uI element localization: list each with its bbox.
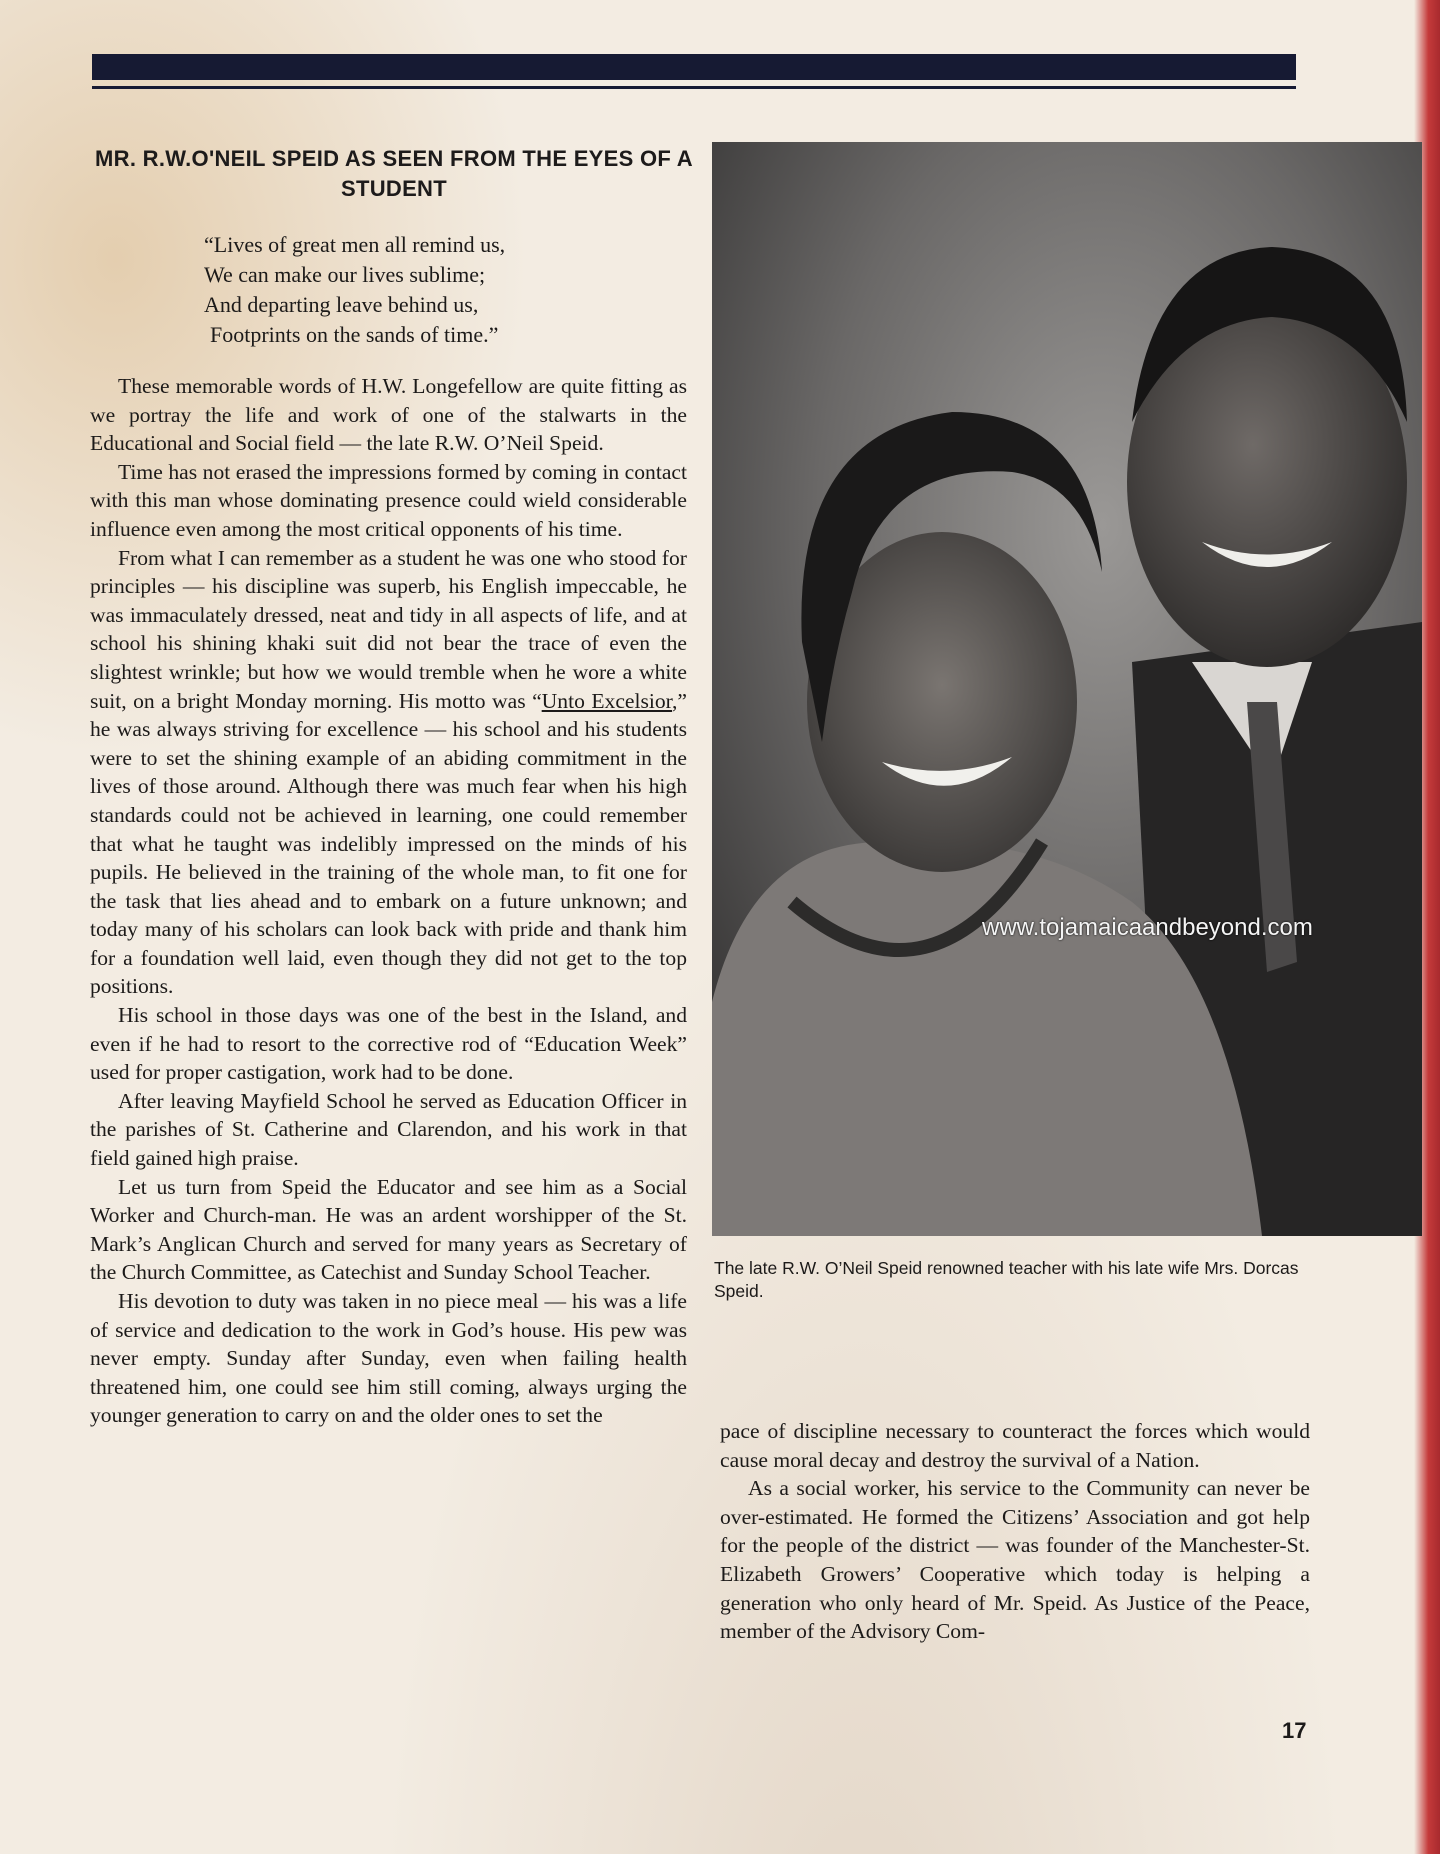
article-column-right: [720, 1417, 1310, 1646]
motto: Unto Excelsior: [541, 688, 673, 713]
article-column-left: [90, 372, 687, 1430]
poem-line: And departing leave behind us,: [204, 292, 479, 317]
paragraph-text: ,” he was always striving for excellence — his school and his students were to set the shining example of an abiding commitment in the lives of those around. Although there was much fear when his high standards could not be achieved in learning, one could remember that what he taught was indelibly impressed on the minds of his pupils. He believed in the training of the whole man, to fit one for the task that lies ahead and to embark on a future unknown; and today many of his scholars can look back with pride and thank him for a foundation well laid, even though they did not get to the top positions.: [90, 688, 687, 999]
poem-line: Footprints on the sands of time.”: [210, 322, 499, 347]
paragraph: Let us turn from Speid the Educator and see him as a Social Worker and Church-man. He was an ardent worshipper of the St. Mark’s Anglican Church and served for many years as Secretary of the Church Committee, as Catechist and Sunday School Teacher.: [90, 1174, 687, 1285]
header-rule-thin: [92, 86, 1296, 89]
watermark: www.tojamaicaandbeyond.com: [982, 914, 1313, 941]
poem-line: We can make our lives sublime;: [204, 262, 486, 287]
portrait-illustration: [712, 142, 1422, 1236]
page-number: 17: [1282, 1718, 1307, 1743]
paragraph: Time has not erased the impressions formed by coming in contact with this man whose dominating presence could wield considerable influence even among the most critical opponents of his time.: [90, 459, 687, 541]
header-rule-thick: [92, 54, 1296, 80]
poem-line: “Lives of great men all remind us,: [204, 232, 506, 257]
article-title: MR. R.W.O'NEIL SPEID AS SEEN FROM THE EYES OF A STUDENT: [95, 146, 693, 201]
portrait-photo: [712, 142, 1422, 1236]
paragraph: After leaving Mayfield School he served as Education Officer in the parishes of St. Catherine and Clarendon, and his work in that field gained high praise.: [90, 1088, 687, 1171]
epigraph-poem: [204, 230, 674, 350]
paragraph-text: From what I can remember as a student he was one who stood for principles — his discipline was superb, his English impeccable, he was immaculately dressed, neat and tidy in all aspects of life, and at school his shining khaki suit did not bear the trace of even the slightest wrinkle; but how we would tremble when he wore a white suit, on a bright Monday morning. His motto was “: [90, 545, 687, 713]
paragraph: His school in those days was one of the best in the Island, and even if he had to resort to the corrective rod of “Education Week” used for proper castigation, work had to be done.: [90, 1003, 687, 1085]
paragraph: His devotion to duty was taken in no piece meal — his was a life of service and dedication to the work in God’s house. His pew was never empty. Sunday after Sunday, even when failing health threatened him, one could see him still coming, always urging the younger generation to carry on and the older ones to set the: [90, 1289, 687, 1428]
paragraph: [90, 544, 687, 1002]
paragraph: As a social worker, his service to the Community can never be over-estimated. He formed the Citizens’ Association and got help for the people of the district — was founder of the Manchester-St. Elizabeth Growers’ Cooperative which today is helping a generation who only heard of Mr. Speid. As Justice of the Peace, member of the Advisory Com-: [720, 1476, 1310, 1644]
paragraph: pace of discipline necessary to counteract the forces which would cause moral decay and destroy the survival of a Nation.: [720, 1419, 1310, 1472]
photo-caption: The late R.W. O’Neil Speid renowned teacher with his late wife Mrs. Dorcas Speid.: [714, 1258, 1299, 1301]
paragraph: These memorable words of H.W. Longefellow are quite fitting as we portray the life and work of one of the stalwarts in the Educational and Social field — the late R.W. O’Neil Speid.: [90, 374, 687, 456]
